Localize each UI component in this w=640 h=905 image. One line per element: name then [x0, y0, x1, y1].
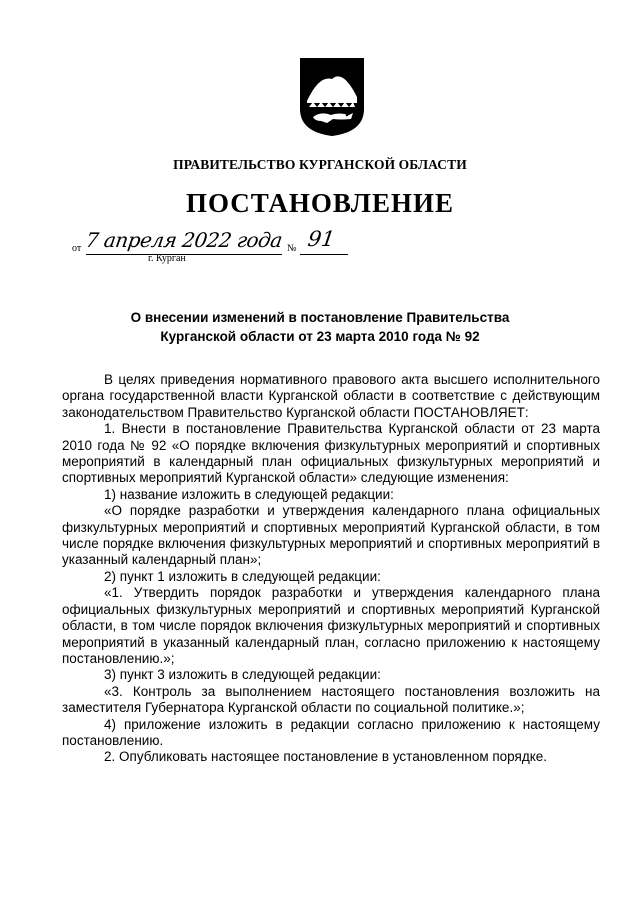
document-body [62, 372, 600, 766]
number-underline [300, 254, 348, 255]
body-paragraph: 2) пункт 1 изложить в следующей редакции: [104, 568, 381, 584]
organization-name: ПРАВИТЕЛЬСТВО КУРГАНСКОЙ ОБЛАСТИ [173, 157, 467, 172]
number-prefix: № [287, 243, 297, 254]
body-paragraph: 1) название изложить в следующей редакции: [104, 486, 394, 502]
date-prefix: от [72, 243, 82, 254]
coat-of-arms-icon [299, 57, 365, 137]
document-type: ПОСТАНОВЛЕНИЕ [185, 188, 455, 218]
body-paragraph: «О порядке разработки и утверждения календарного плана официальных физкультурных мероприятий и спортивных мероприятий Курганской области, в том числе порядке включения физкультурных мероприятий и спортивных мероприятий в указанный календарный план»; [62, 503, 600, 568]
city-label: г. Курган [148, 253, 186, 264]
document-details [72, 227, 372, 264]
body-paragraph: 3) пункт 3 изложить в следующей редакции: [104, 667, 381, 683]
body-paragraph: «3. Контроль за выполнением настоящего постановления возложить на заместителя Губернатора Курганской области по социальной политике.»; [62, 683, 600, 716]
handwritten-date: 7 апреля 2022 года [84, 228, 284, 252]
body-paragraph: «1. Утвердить порядок разработки и утверждения календарного плана официальных физкультурных мероприятий и спортивных мероприятий Курганской области, в том числе порядок включения физкультурных мероприятий и спортивных мероприятий в указанный календарный план, согласно приложению к настоящему постановлению.»; [62, 585, 600, 666]
title-line-1: О внесении изменений в постановление Правительства [130, 310, 510, 325]
document-title [0, 308, 640, 346]
title-line-2: Курганской области от 23 марта 2010 года № 92 [160, 329, 480, 344]
preamble-paragraph: В целях приведения нормативного правового акта высшего исполнительного органа государственной власти Курганской области в соответствие с действующим законодательством Правительство Курганской области ПОСТАНОВЛЯЕТ: [62, 372, 600, 420]
body-paragraph: 4) приложение изложить в редакции согласно приложению к настоящему постановлению. [62, 716, 600, 748]
body-paragraph: 1. Внести в постановление Правительства Курганской области от 23 марта 2010 года № 92 «О порядке включения физкультурных мероприятий и спортивных мероприятий в календарный план официальных физкультурных мероприятий и спортивных мероприятий Курганской области» следующие изменения: [62, 421, 600, 486]
body-paragraph: 2. Опубликовать настоящее постановление в установленном порядке. [104, 749, 548, 765]
handwritten-number: 91 [306, 227, 337, 251]
